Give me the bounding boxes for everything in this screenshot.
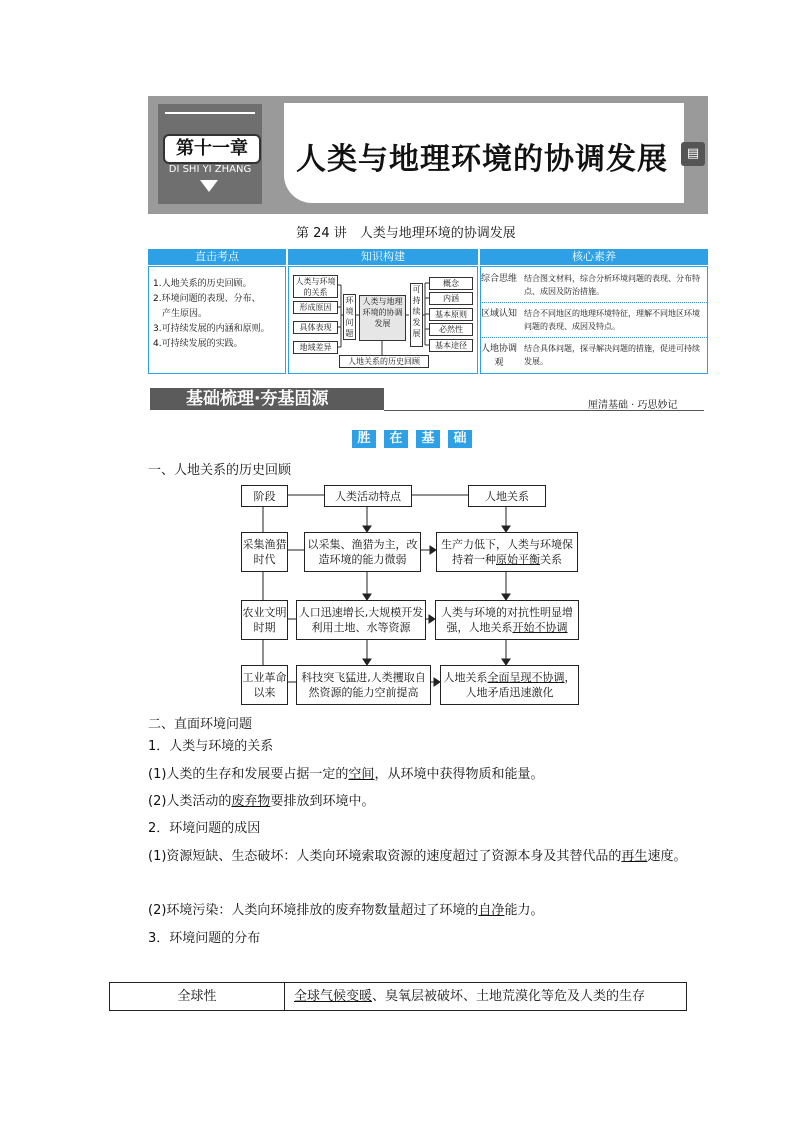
flow-stage: 农业文明时期 bbox=[241, 600, 288, 640]
section-title: 基础梳理·夯基固源 bbox=[186, 389, 329, 409]
literacy-row bbox=[480, 338, 707, 372]
keyword-tag: 在 bbox=[384, 430, 408, 448]
map-node-history: 人地关系的历史回顾 bbox=[339, 355, 429, 368]
table-value-cell: 全球气候变暖、臭氧层被破坏、土地荒漠化等危及人类的生存 bbox=[294, 989, 646, 1004]
literacy-key: 人地协调观 bbox=[480, 344, 517, 368]
header-knowledge: 知识构建 bbox=[288, 249, 478, 265]
flow-activity: 以采集、渔猎为主，改造环境的能力微弱 bbox=[304, 532, 421, 572]
point-item: 1.人地关系的历史回顾。 bbox=[153, 279, 252, 289]
distribution-table bbox=[109, 982, 687, 1011]
keyword-tag: 基 bbox=[416, 430, 440, 448]
book-search-icon: ▤ bbox=[681, 142, 705, 166]
flow-relation: 生产力低下，人类与环境保持着一种原始平衡关系 bbox=[436, 532, 578, 572]
keyword-tag: 础 bbox=[448, 430, 472, 448]
point-item: 3.可持续发展的内涵和原则。 bbox=[153, 324, 270, 334]
table-key-cell: 全球性 bbox=[110, 983, 285, 1010]
section-subtitle: 厘清基础 · 巧思妙记 bbox=[588, 400, 678, 411]
knowledge-map-panel bbox=[288, 266, 478, 374]
map-node-necessity: 必然性 bbox=[429, 323, 473, 336]
literacy-row bbox=[480, 303, 707, 338]
header-exam-points: 直击考点 bbox=[148, 249, 286, 265]
chapter-arrow-icon bbox=[200, 180, 218, 192]
literacy-key: 区域认知 bbox=[480, 309, 517, 319]
point-item: 产生原因。 bbox=[153, 309, 208, 319]
section1-heading: 一、人地关系的历史回顾 bbox=[148, 463, 292, 478]
literacy-value: 结合不同地区的地理环境特征，理解不同地区环境问题的表现、成因及特点。 bbox=[524, 309, 700, 331]
flow-activity: 科技突飞猛进,人类攫取自然资源的能力空前提高 bbox=[296, 665, 431, 705]
flow-relation: 人类与环境的对抗性明显增强，人地关系开始不协调 bbox=[435, 600, 579, 640]
chapter-decoration bbox=[165, 112, 255, 128]
flow-stage: 采集渔猎时代 bbox=[241, 532, 288, 572]
flow-relation: 人地关系全面呈现不协调，人地矛盾迅速激化 bbox=[440, 665, 579, 705]
flow-col-header-activity: 人类活动特点 bbox=[324, 485, 412, 507]
literacy-value: 结合具体问题，探寻解决问题的措施，促进可持续发展。 bbox=[524, 344, 700, 366]
subheading: 1．人类与环境的关系 bbox=[148, 739, 274, 754]
map-node-cause: 形成原因 bbox=[293, 301, 338, 314]
point-item: 4.可持续发展的实践。 bbox=[153, 339, 243, 349]
chapter-title: 人类与地理环境的协调发展 bbox=[296, 142, 668, 177]
flow-activity: 人口迅速增长,大规模开发利用土地、水等资源 bbox=[296, 600, 426, 640]
flow-stage: 工业革命以来 bbox=[241, 665, 288, 705]
subheading: 3．环境问题的分布 bbox=[148, 931, 261, 946]
map-node-relation: 人类与环境的关系 bbox=[293, 275, 338, 298]
literacy-row bbox=[480, 268, 707, 303]
chapter-pinyin: DI SHI YI ZHANG bbox=[168, 164, 252, 175]
section2-heading: 二、直面环境问题 bbox=[148, 717, 253, 732]
lecture-title: 第 24 讲 人类与地理环境的协调发展 bbox=[296, 226, 516, 241]
map-node-connotation: 内涵 bbox=[429, 292, 473, 305]
map-node-concept: 概念 bbox=[429, 277, 473, 290]
literacy-key: 综合思维 bbox=[480, 274, 517, 284]
map-node-performance: 具体表现 bbox=[293, 321, 338, 334]
keyword-tag: 胜 bbox=[352, 430, 376, 448]
paragraph: (1)人类的生存和发展要占据一定的空间，从环境中获得物质和能量。 bbox=[148, 767, 544, 782]
literacy-value: 结合图文材料，综合分析环境问题的表现、分布特点、成因及防治措施。 bbox=[524, 274, 700, 296]
map-node-approach: 基本途径 bbox=[429, 339, 473, 352]
flow-col-header-stage: 阶段 bbox=[241, 485, 288, 507]
map-node-regional: 地域差异 bbox=[293, 341, 338, 354]
map-node-principle: 基本原则 bbox=[429, 308, 473, 321]
map-node-center: 人类与地理环境的协调发展 bbox=[359, 295, 406, 341]
subheading: 2．环境问题的成因 bbox=[148, 821, 261, 836]
map-node-sustainable: 可持续发展 bbox=[410, 283, 423, 347]
chapter-label: 第十一章 bbox=[163, 134, 261, 164]
exam-points-panel bbox=[148, 266, 286, 374]
header-literacy: 核心素养 bbox=[480, 249, 708, 265]
paragraph: (2)人类活动的废弃物要排放到环境中。 bbox=[148, 794, 375, 809]
paragraph: (1)资源短缺、生态破坏：人类向环境索取资源的速度超过了资源本身及其替代品的再生速度。 bbox=[148, 849, 687, 864]
point-item: 2.环境问题的表现、分布、 bbox=[153, 294, 261, 304]
map-node-env-problem: 环境问题 bbox=[343, 294, 356, 340]
flow-col-header-relation: 人地关系 bbox=[468, 485, 546, 507]
paragraph: (2)环境污染：人类向环境排放的废弃物数量超过了环境的自净能力。 bbox=[148, 903, 544, 918]
